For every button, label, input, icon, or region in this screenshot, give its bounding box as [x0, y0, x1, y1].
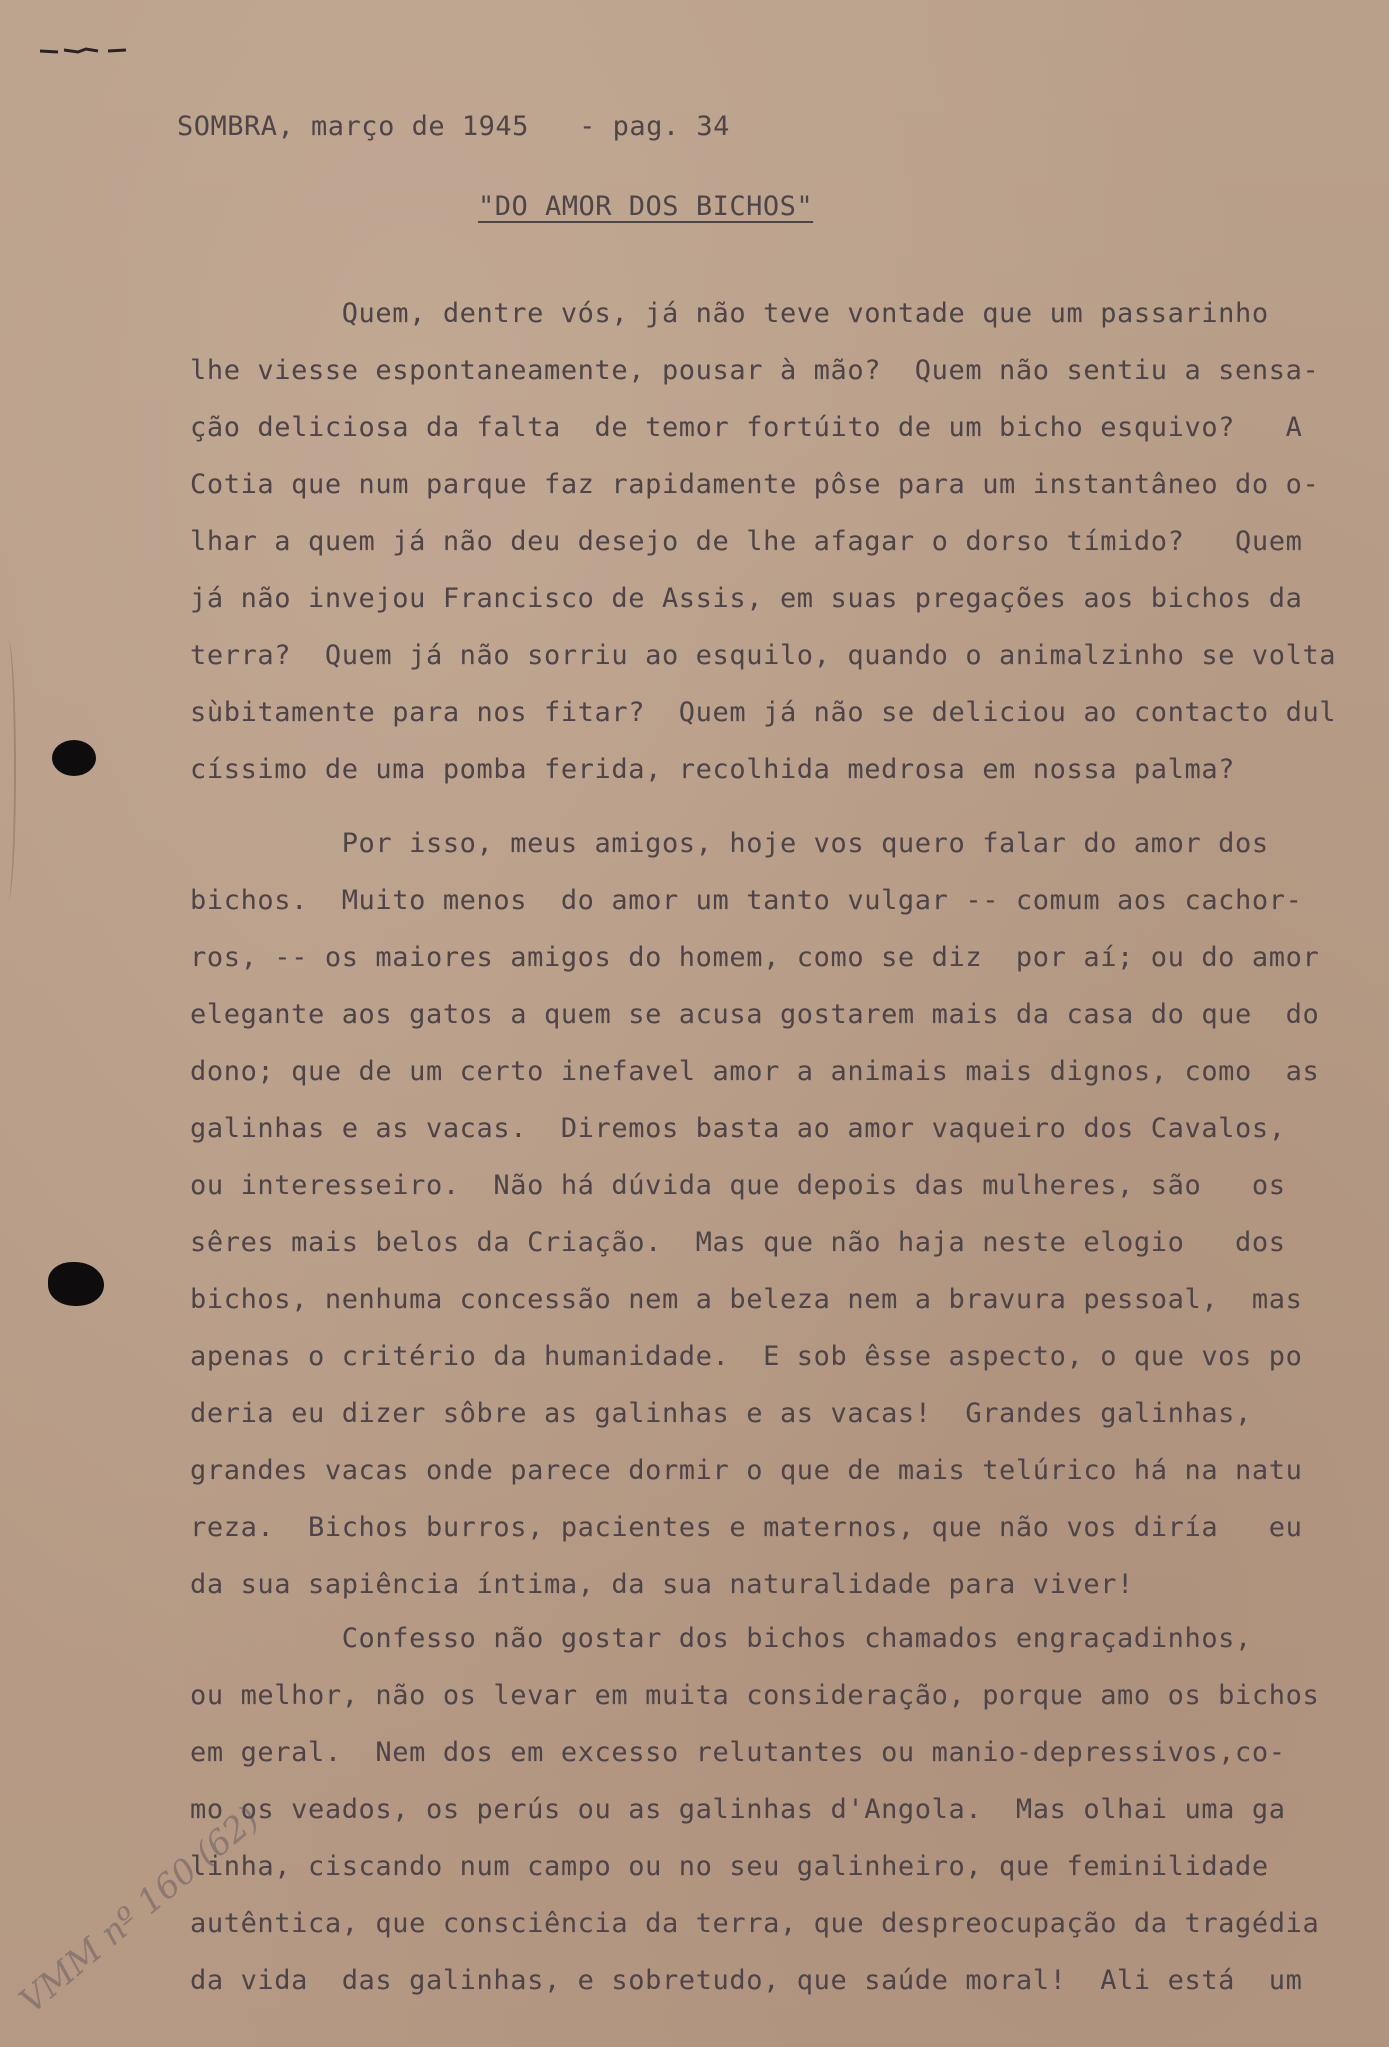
text-line: ou melhor, não os levar em muita consideração, porque amo os bichos [190, 1680, 1320, 1711]
page-header: SOMBRA, março de 1945 - pag. 34 [177, 111, 730, 142]
ink-mark [38, 46, 128, 56]
text-line: elegante aos gatos a quem se acusa gostarem mais da casa do que do [190, 999, 1320, 1030]
text-line: lhe viesse espontaneamente, pousar à mão? Quem não sentiu a sensa- [190, 355, 1320, 386]
text-line: ção deliciosa da falta de temor fortúito de um bicho esquivo? A [190, 412, 1303, 443]
text-line: Por isso, meus amigos, hoje vos quero falar do amor dos [190, 828, 1269, 859]
text-line: grandes vacas onde parece dormir o que de mais telúrico há na natu [190, 1455, 1303, 1486]
text-line: sùbitamente para nos fitar? Quem já não se deliciou ao contacto dul [190, 697, 1337, 728]
text-line: já não invejou Francisco de Assis, em suas pregações aos bichos da [190, 583, 1303, 614]
text-line: lhar a quem já não deu desejo de lhe afagar o dorso tímido? Quem [190, 526, 1303, 557]
text-line: dono; que de um certo inefavel amor a animais mais dignos, como as [190, 1056, 1320, 1087]
text-line: reza. Bichos burros, pacientes e maternos, que não vos diría eu [190, 1512, 1303, 1543]
text-line: galinhas e as vacas. Diremos basta ao amor vaqueiro dos Cavalos, [190, 1113, 1286, 1144]
text-line: mo os veados, os perús ou as galinhas d'Angola. Mas olhai uma ga [190, 1794, 1286, 1825]
text-line: Cotia que num parque faz rapidamente pôse para um instantâneo do o- [190, 469, 1320, 500]
text-line: deria eu dizer sôbre as galinhas e as vacas! Grandes galinhas, [190, 1398, 1252, 1429]
text-line: da sua sapiência íntima, da sua naturalidade para viver! [190, 1569, 1134, 1600]
text-line: bichos. Muito menos do amor um tanto vulgar -- comum aos cachor- [190, 885, 1303, 916]
text-line: linha, ciscando num campo ou no seu galinheiro, que feminilidade [190, 1851, 1269, 1882]
margin-annotation: VMM nº 160 (62) [12, 1798, 268, 2022]
text-line: Confesso não gostar dos bichos chamados engraçadinhos, [190, 1623, 1252, 1654]
text-line: ou interesseiro. Não há dúvida que depois das mulheres, são os [190, 1170, 1286, 1201]
text-line: terra? Quem já não sorriu ao esquilo, quando o animalzinho se volta [190, 640, 1337, 671]
text-line: ros, -- os maiores amigos do homem, como se diz por aí; ou do amor [190, 942, 1320, 973]
text-line: sêres mais belos da Criação. Mas que não haja neste elogio dos [190, 1227, 1286, 1258]
text-line: em geral. Nem dos em excesso relutantes ou manio-depressivos,co- [190, 1737, 1286, 1768]
page-fold [0, 640, 16, 900]
punch-hole-top [52, 740, 96, 776]
text-line: bichos, nenhuma concessão nem a beleza nem a bravura pessoal, mas [190, 1284, 1303, 1315]
text-line: Quem, dentre vós, já não teve vontade que um passarinho [190, 298, 1269, 329]
document-title: "DO AMOR DOS BICHOS" [478, 191, 814, 222]
text-line: císsimo de uma pomba ferida, recolhida medrosa em nossa palma? [190, 754, 1236, 785]
text-line: apenas o critério da humanidade. E sob êsse aspecto, o que vos po [190, 1341, 1303, 1372]
punch-hole-bottom [48, 1262, 104, 1306]
text-line: da vida das galinhas, e sobretudo, que saúde moral! Ali está um [190, 1965, 1303, 1996]
text-line: autêntica, que consciência da terra, que despreocupação da tragédia [190, 1908, 1320, 1939]
